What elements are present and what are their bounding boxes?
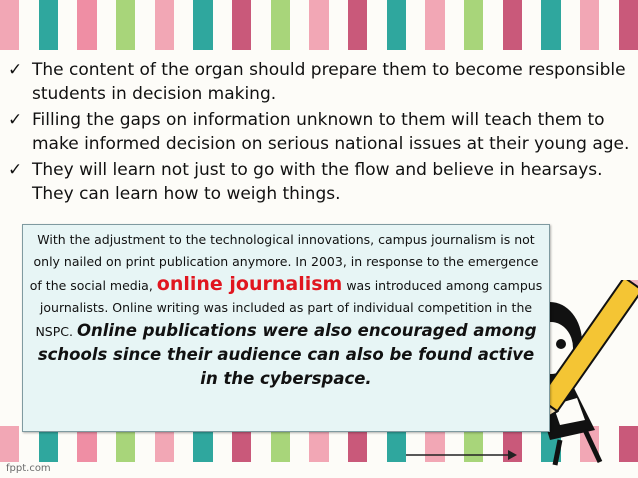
stripe-segment bbox=[309, 0, 328, 50]
stripe-segment bbox=[503, 0, 522, 50]
top-stripe-border bbox=[0, 0, 638, 50]
stripe-segment bbox=[0, 0, 19, 50]
bullet-text: Filling the gaps on information unknown to them will teach them to make informed decision on serious national issues at their young age. bbox=[32, 110, 630, 154]
stripe-segment bbox=[290, 0, 309, 50]
checkmark-icon: ✓ bbox=[8, 60, 23, 80]
callout-highlight: online journalism bbox=[156, 273, 343, 295]
info-callout-box bbox=[22, 224, 550, 432]
stripe-segment bbox=[135, 0, 154, 50]
stripe-segment bbox=[599, 0, 618, 50]
stripe-segment bbox=[445, 0, 464, 50]
stripe-segment bbox=[561, 0, 580, 50]
footer-logo: fppt.com bbox=[6, 463, 51, 474]
callout-text: With the adjustment to the technological innovations, campus journalism is not only nailed on print publication anymore. In 2003, in response to the emergence of the social media, bbox=[29, 232, 539, 293]
bullet-text: The content of the organ should prepare them to become responsible students in decision making. bbox=[32, 60, 626, 104]
stripe-segment bbox=[329, 0, 348, 50]
stripe-segment bbox=[580, 0, 599, 50]
callout-emphasis: Online publications were also encouraged among schools since their audience can also be found active in the cyberspace. bbox=[37, 321, 537, 388]
bullet-item bbox=[8, 158, 634, 206]
stripe-segment bbox=[425, 0, 444, 50]
bullet-text: They will learn not just to go with the flow and believe in hearsays. They can learn how to weigh things. bbox=[32, 160, 603, 204]
stripe-segment bbox=[367, 0, 386, 50]
stripe-segment bbox=[155, 0, 174, 50]
stripe-segment bbox=[232, 0, 251, 50]
stripe-segment bbox=[541, 0, 560, 50]
callout-text-continued: was introduced among campus journalists. Online writing was included as part of individual competition in the NSPC. bbox=[35, 278, 543, 339]
stripe-segment bbox=[0, 426, 19, 462]
stripe-segment bbox=[619, 0, 638, 50]
stripe-segment bbox=[77, 0, 96, 50]
bullet-item bbox=[8, 58, 634, 106]
stripe-segment bbox=[483, 0, 502, 50]
arrow-right-icon bbox=[406, 448, 518, 462]
stripe-segment bbox=[174, 0, 193, 50]
stripe-segment bbox=[193, 0, 212, 50]
stripe-segment bbox=[213, 0, 232, 50]
bullet-item bbox=[8, 108, 634, 156]
stripe-segment bbox=[58, 0, 77, 50]
stripe-segment bbox=[348, 0, 367, 50]
checkmark-icon: ✓ bbox=[8, 160, 23, 180]
stripe-segment bbox=[251, 0, 270, 50]
stripe-segment bbox=[19, 0, 38, 50]
stripe-segment bbox=[522, 0, 541, 50]
stripe-segment bbox=[464, 0, 483, 50]
bullet-list bbox=[8, 58, 634, 208]
stripe-segment bbox=[271, 0, 290, 50]
stripe-segment bbox=[116, 0, 135, 50]
stripe-segment bbox=[406, 0, 425, 50]
stripe-segment bbox=[387, 0, 406, 50]
stripe-segment bbox=[97, 0, 116, 50]
checkmark-icon: ✓ bbox=[8, 110, 23, 130]
stripe-segment bbox=[39, 0, 58, 50]
